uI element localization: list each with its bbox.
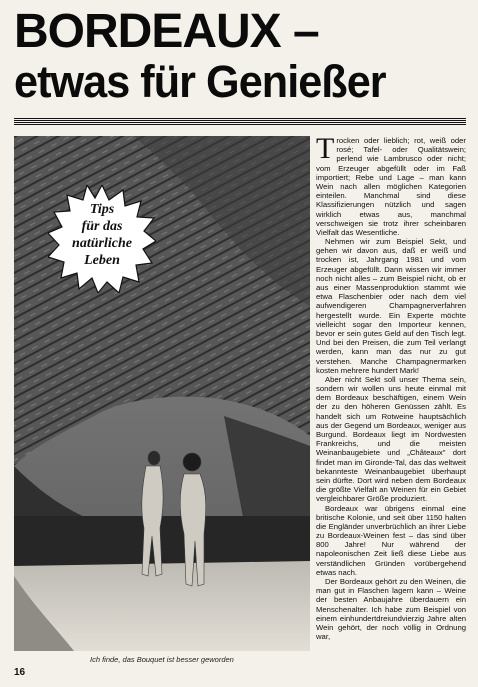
headline-rule [14,118,466,125]
photo-caption: Ich finde, das Bouquet ist besser geworden [90,655,234,664]
article-body [316,136,466,664]
page-number: 16 [14,667,26,678]
article-paragraph-3: Aber nicht Sekt soll unser Thema sein, sondern wir wollen uns heute einmal mit dem Bordeaux beschäftigen, einem Wein der zu den höheren Genüssen zählt. Es handelt sich um Rotweine hauptsächlich aus der Gegend um Bordeaux, weniger aus Burgund. Bordeaux liegt im Nordwesten Frankreichs, und die meisten Weinanbaugebiete und „Châteaux" dort findet man im Gironde-Tal, das das weltweit bekannteste Weinanbaugebiet überhaupt sein dürfte. Dort wird neben dem Bordeaux die größte Vielfalt an Weinen für ein Gebiet vergleichbarer Größe produziert. [316,374,466,504]
article-paragraph-2: Nehmen wir zum Beispiel Sekt, und gehen wir davon aus, daß er weiß und trocken ist, Jahrgang 1981 und vom Erzeuger abgefüllt. Dann wissen wir immer noch nicht alles – zum Beispiel nicht, ob er aus einer Massenproduktion stammt wie etwa Flaschenbier oder nach dem viel aufwendigeren Champagnerverfahren hergestellt wurde. Ein Experte möchte vielleicht sogar den Importeur kennen, bevor er sein gutes Geld auf den Tisch legt. Und bei den Preisen, die zum Teil verlangt werden, kann man das nur zu gut verstehen. Manche Champagnermarken kosten mehrere hundert Mark! [316,237,466,375]
article-headline [14,5,466,108]
drop-cap: T [316,136,335,165]
headline-line-2: etwas für Genießer [14,56,386,107]
article-paragraph-5: Der Bordeaux gehört zu den Weinen, die man gut in Flaschen lagern kann – Weine der besten Anbaujahre überdauern ein Menschenalter. Ich habe zum Beispiel von einem einhundertdreiundvierzig Jahre alten Wein gehört, der noch völlig in Ordnung war, [316,577,466,642]
headline-line-1: BORDEAUX – [14,5,319,58]
article-paragraph-1: Trocken oder lieblich; rot, weiß oder rosé; Tafel- oder Qualitätswein; perlend wie Lambrusco oder nicht; vom Erzeuger abgefüllt oder im Faß importiert; Rebe und Lage – man kann Wein nach allen möglichen Kategorien einteilen. Manchmal sind diese Klassifizierungen nützlich und sagen wirklich etwas aus, manchmal verschweigen sie trotz ihrer scheinbaren Vielfalt das Wesentliche. [316,136,466,237]
article-paragraph-4: Bordeaux war übrigens einmal eine britische Kolonie, und seit über 1150 halten die Engländer unverbrüchlich an ihrer Liebe zu Bordeaux-Weinen fest – das sind über 800 Jahre! Nur während der napoleonischen Zeit ließ diese Liebe aus verständlichen Gründen vorübergehend etwas nach. [316,503,466,577]
tips-badge-label: Tips für das natürliche Leben [72,202,132,268]
